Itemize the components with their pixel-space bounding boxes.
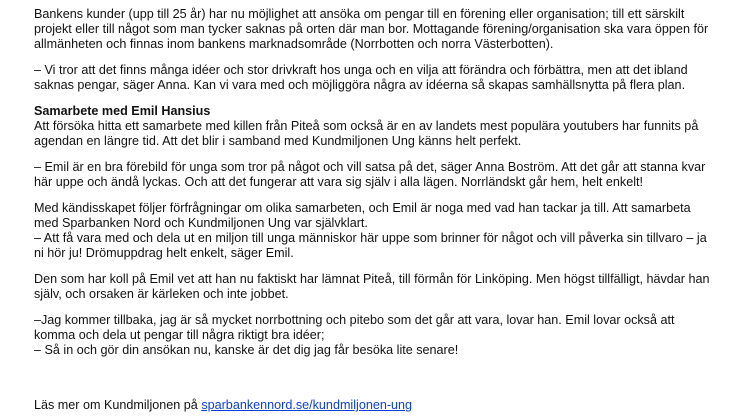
paragraph-fame-line-2: med Sparbanken Nord och Kundmiljonen Ung var självklart. [34,216,368,230]
quote-role-model-line-2: här uppe och ändå lyckas. Och att det fungerar att vara sig själv i alla lägen. Norrländskt går hem, helt enkelt! [34,175,644,189]
paragraph-linkoping-line-2: själv, och orsaken är kärleken och inte jobbet. [34,287,289,301]
paragraph-eligibility-line-3: allmänheten och finnas inom bankens marknadsområde (Norrbotten och norra Västerbotten). [34,37,554,51]
paragraph-collaboration-line-1: Att försöka hitta ett samarbete med killen från Piteå som också är en av landets mest populära youtubers har funnits på [34,119,699,133]
quote-anna-line-2: saknas pengar, säger Anna. Kan vi vara med och möjliggöra några av idéerna så skapas samhällsnytta på flera plan. [34,78,686,92]
paragraph-eligibility-line-2: projekt eller till något som man tycker saknas på orten där man bor. Mottagande förening/organisation ska vara öppen för [34,22,709,36]
quote-coming-back-line-3: – Så in och gör din ansökan nu, kanske är det dig jag får besöka lite senare! [34,343,459,357]
paragraph-eligibility-line-1: Bankens kunder (upp till 25 år) har nu möjlighet att ansöka om pengar till en förening eller organisation; till ett särskilt [34,7,685,21]
paragraph-fame-line-1: Med kändisskapet följer förfrågningar om olika samarbeten, och Emil är noga med vad han tackar ja till. Att samarbeta [34,201,691,215]
quote-coming-back-line-1: –Jag kommer tillbaka, jag är så mycket norrbottning och pitebo som det går att vara, lovar han. Emil lovar också att [34,313,675,327]
footer-read-more [34,398,412,413]
paragraph-fame-line-4: ni hör ju! Drömuppdrag helt enkelt, säger Emil. [34,246,294,260]
quote-role-model-line-1: – Emil är en bra förebild för unga som tror på något och vill satsa på det, säger Anna Boström. Att det går att stanna kvar [34,160,706,174]
paragraph-fame-line-3: – Att få vara med och dela ut en miljon till unga människor här uppe som brinner för något och vill påverka sin tillvaro – ja [34,231,707,245]
paragraph-collaboration-line-2: agendan en längre tid. Att det blir i samband med Kundmiljonen Ung känns helt perfekt. [34,134,522,148]
section-heading: Samarbete med Emil Hansius [34,104,211,118]
paragraph-linkoping-line-1: Den som har koll på Emil vet att han nu faktiskt har lämnat Piteå, till förmån för Linköping. Men högst tillfälligt, hävdar han [34,272,710,286]
quote-anna-line-1: – Vi tror att det finns många idéer och stor drivkraft hos unga och en vilja att förändra och förbättra, men att det ibland [34,63,688,77]
quote-coming-back-line-2: komma och dela ut pengar till några riktigt bra idéer; [34,328,325,342]
kundmiljonen-link[interactable]: sparbankennord.se/kundmiljonen-ung [201,398,413,412]
footer-prefix: Läs mer om Kundmiljonen på [34,398,202,412]
